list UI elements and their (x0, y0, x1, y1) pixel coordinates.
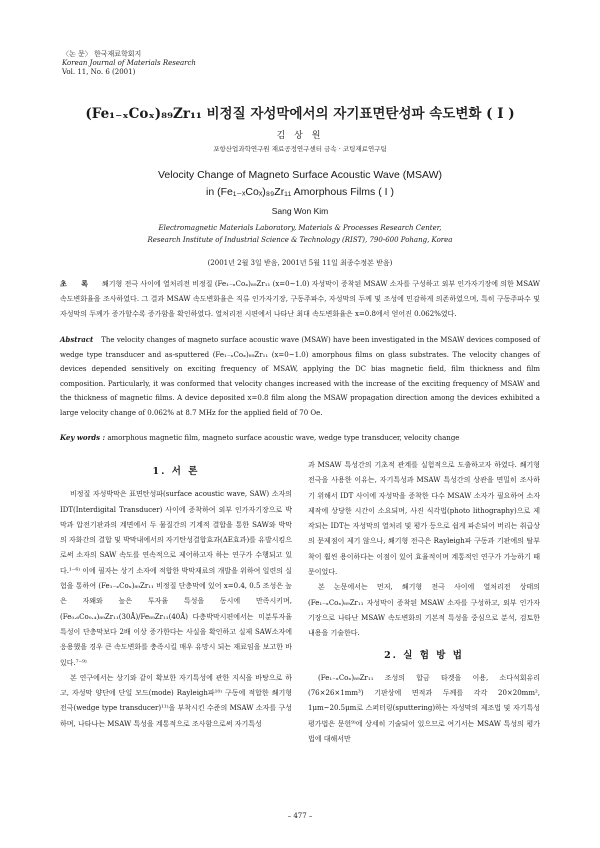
section-1-paragraph-2: 본 연구에서는 상기와 같이 확보한 자기특성에 관한 지식을 바탕으로 하고, 자성막 양단에 단일 모드(mode) Rayleigh파¹⁰⁾ 구동에 적합한 쐐기형 전극(wedge type transducer)¹¹⁾을 부착시킨 수준의 MSAW 소자를 구성하며, 나타나는 MSAW 특성을 계통적으로 조사함으로써 자기특성 (60, 673, 292, 728)
keywords (60, 433, 540, 442)
section-2-paragraph-1: (Fe₁₋ₓCoₓ)₈₉Zr₁₁ 조성의 합금 타겟을 이용, 소다석회유리(76×26×1mm³) 기판상에 면적과 두께를 각각 20×20mm², 1μm~20.5μm로 스퍼터링(sputtering)하는 자성막의 제조법 및 자기특성 평가법은 문헌⁹⁾에 상세히 기술되어 있으므로 여기서는 MSAW 특성의 평가법에 대해서만 (308, 673, 540, 744)
journal-header (62, 50, 196, 77)
affiliation-english-line1: Electromagnetic Materials Laboratory, Materials & Processes Research Center, (158, 224, 442, 232)
section-1-paragraph-4: 본 논문에서는 먼저, 쐐기형 전극 사이에 열처리전 상태의 (Fe₁₋ₓCoₓ)₈₉Zr₁₁ 자성막이 증착된 MSAW 소자를 구성하고, 외부 인가자기장으로 나타난 MSAW 속도변화의 기본적 특성을 중심으로 분석, 검토한 내용을 기술한다. (308, 583, 540, 638)
section-2-heading: 2. 실 험 방 법 (384, 649, 464, 661)
journal-name-en: Korean Journal of Materials Research (62, 59, 196, 67)
journal-volume: Vol. 11, No. 6 (2001) (62, 68, 136, 76)
title-english (0, 167, 600, 201)
page-number: – 477 – (287, 812, 313, 820)
keywords-text: amorphous magnetic film, magneto surface acoustic wave, wedge type transducer, velocity change (105, 434, 460, 442)
keywords-label: Key words : (60, 433, 106, 442)
title-english-line1: Velocity Change of Magneto Surface Acoustic Wave (MSAW) (157, 169, 442, 181)
abstract-korean (60, 276, 540, 322)
title-korean: (Fe₁₋ₓCoₓ)₈₉Zr₁₁ 비정질 자성막에서의 자기표면탄성파 속도변화 ( I ) (85, 106, 515, 122)
journal-name-ko: 〈논 문〉 한국재료학회지 (62, 50, 142, 58)
title-english-line2: in (Fe₁₋ₓCoₓ)₈₉Zr₁₁ Amorphous Films ( I ) (206, 186, 394, 198)
left-column (60, 458, 292, 732)
abstract-english-label: Abstract (60, 335, 94, 344)
abstract-korean-text: 쐐기형 전극 사이에 열처리전 비정질 (Fe₁₋ₓCoₓ)₈₉Zr₁₁ (x=0~1.0) 자성막이 증착된 MSAW 소자를 구성하고 외부 인가자기장에 의한 MSAW 속도변화율을 조사하였다. 그 결과 MSAW 속도변화율은 직류 인가자기장, 구동주파수, 자성막의 두께 및 조성에 민감하게 의존하였으며, 특히 구동주파수 및 자성막의 두께가 증가할수록 증가함을 확인하였다. 열처리전 시편에서 나타난 최대 속도변화율은 x=0.8에서 얻어진 0.062%였다. (60, 280, 540, 318)
author-english: Sang Won Kim (271, 206, 329, 216)
right-column (308, 458, 540, 747)
section-1-paragraph-3: 과 MSAW 특성간의 기초적 관계를 실험적으로 도출하고자 하였다. 쐐기형 전극을 사용한 이유는, 자기특성과 MSAW 특성간의 상관을 면밀히 조사하기 위해서 IDT 사이에 자성막을 증착한 다수 MSAW 소자가 필요하여 소자 제작에 상당한 시간이 소요되며, 사진 식각법(photo lithography)으로 제작되는 IDT는 자성막의 열처리 및 평가 등으로 쉽게 파손되어 버리는 취급상의 문제점이 제기 않으나, 쐐기형 전극은 Rayleigh파 구동과 기판에의 탈부착이 훨씬 용이하다는 이점이 있어 효율적이며 계통적인 연구가 가능하기 때문이었다. (308, 461, 540, 577)
received-dates: (2001년 2월 3일 받음, 2001년 5월 11일 최종수정본 받음) (207, 259, 393, 267)
affiliation-korean: 포항산업과학연구원 재료공정연구센터 금속 · 코팅재료연구팀 (213, 145, 387, 153)
abstract-english-text: The velocity changes of magneto surface acoustic wave (MSAW) have been investigated in the MSAW devices composed of wedge type transducer and as-sputtered (Fe₁₋ₓCoₓ)₈₉Zr₁₁ (x=0~1.0) amorphous films on glass substrates. The velocity changes of devices depended sensitively on exciting frequency of MSAW, applying the DC bias magnetic field, film thickness and film composition. Particularly, it was conformed that velocity changes increased with the increase of the exciting frequency of MSAW and the thickness of magnetic films. A device deposited x=0.8 film along the MSAW propagation direction among the devices exhibited a large velocity change of 0.062% at 8.7 MHz for the applied field of 70 Oe. (60, 336, 540, 417)
section-1-heading: 1. 서 론 (152, 466, 200, 477)
author-korean: 김 상 원 (276, 131, 324, 141)
abstract-korean-label: 초 록 (60, 279, 95, 288)
abstract-english (60, 333, 540, 420)
section-1-paragraph-1: 비정질 자성박막은 표면탄성파(surface acoustic wave, SAW) 소자의 IDT(Interdigital Transducer) 사이에 증착하여 외부 인가자기장으로 박막과 압전기판과의 계면에서 두 물질간의 기계적 결합을 통한 SAW와 박막의 자화간의 결합 및 박막내에서의 자기탄성결합효과(ΔE효과)를 유발시킴으로써 소자의 SAW 속도를 연속적으로 제어하고자 하는 연구가 수행되고 있다.¹⁻⁶⁾ 이에 필자는 상기 소자에 적합한 박막재료의 개발을 위하여 일련의 실험을 통하여 (Fe₁₋ₓCoₓ)₈₉Zr₁₁ 비정질 단층막에 있어 x=0.4, 0.5 조성은 높은 자왜와 높은 투자율 특성을 동시에 만족시키며, (Fe₀.₆Co₀.₄)₈₉Zr₁₁(30Å)/Fe₈₉Zr₁₁(40Å) 다층박막시편에서는 미분투자율특성이 단층막보다 2배 이상 증가한다는 사실을 확인하고 실제 SAW소자에 응용했을 경우 큰 속도변화를 충족시킬 매우 유망시 되는 재료임을 보고한 바 있다.⁷⁻⁹⁾ (60, 490, 292, 667)
affiliation-english (0, 222, 600, 246)
affiliation-english-line2: Research Institute of Industrial Science & Technology (RIST), 790-600 Pohang, Korea (147, 236, 453, 244)
